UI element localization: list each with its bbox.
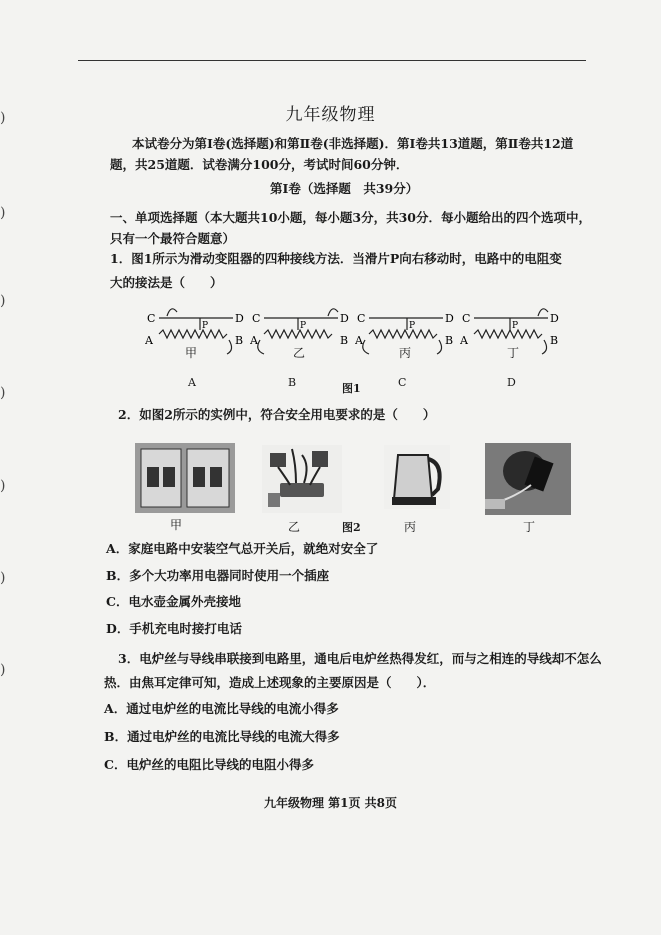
binding-mark: ) xyxy=(0,293,6,309)
photo-label-ding: 丁 xyxy=(523,520,536,534)
page-footer: 九年级物理 第1页 共8页 xyxy=(263,796,398,810)
terminal-label-a: A xyxy=(355,334,363,347)
binding-mark: ) xyxy=(0,478,6,494)
photo-overloaded-socket xyxy=(262,445,342,513)
q2-option-b: B．多个大功率用电器同时使用一个插座 xyxy=(106,568,330,583)
terminal-label-c: C xyxy=(147,312,156,325)
terminal-label-b: B xyxy=(550,334,559,347)
binding-mark: ) xyxy=(0,570,6,586)
intro-line-2: 题，共25道题．试卷满分100分，考试时间60分钟． xyxy=(110,157,409,172)
figure-1-caption: 图1 xyxy=(342,382,361,395)
circuit-option-c: C xyxy=(398,376,407,389)
q3-line-2: 热．由焦耳定律可知，造成上述现象的主要原因是（ ）． xyxy=(104,675,436,690)
terminal-label-b: B xyxy=(340,334,349,347)
section1-line-1: 一、单项选择题（本大题共10小题，每小题3分，共30分．每小题给出的四个选项中， xyxy=(110,210,591,225)
part1-heading: 第Ⅰ卷（选择题 共39分） xyxy=(270,181,419,196)
terminal-label-b: B xyxy=(445,334,454,347)
photo-circuit-breakers xyxy=(135,443,235,513)
circuit-name-bing: 丙 xyxy=(399,346,412,360)
binding-mark: ) xyxy=(0,110,6,126)
terminal-label-d: D xyxy=(550,312,559,325)
circuit-option-b: B xyxy=(288,376,297,389)
q2-option-c: C．电水壶金属外壳接地 xyxy=(106,594,241,609)
terminal-label-d: D xyxy=(340,312,349,325)
binding-mark: ) xyxy=(0,662,6,678)
terminal-label-d: D xyxy=(445,312,454,325)
slider-label-p: P xyxy=(300,321,307,331)
circuit-name-ding: 丁 xyxy=(507,346,520,360)
q3-option-b: B．通过电炉丝的电流比导线的电流大得多 xyxy=(104,729,340,744)
q3-option-c: C．电炉丝的电阻比导线的电阻小得多 xyxy=(104,757,314,772)
q3-option-a: A．通过电炉丝的电流比导线的电流小得多 xyxy=(104,701,339,716)
figure-2-caption: 图2 xyxy=(342,521,361,534)
slider-label-p: P xyxy=(512,321,519,331)
q3-line-1: 3．电炉丝与导线串联接到电路里，通电后电炉丝热得发红，而与之相连的导线却不怎么 xyxy=(118,651,602,666)
photo-electric-kettle xyxy=(384,445,450,509)
binding-mark: ) xyxy=(0,385,6,401)
slider-label-p: P xyxy=(409,321,416,331)
terminal-label-d: D xyxy=(235,312,244,325)
q1-line-1: 1．图1所示为滑动变阻器的四种接线方法．当滑片P向右移动时，电路中的电阻变 xyxy=(110,251,562,266)
photo-label-jia: 甲 xyxy=(170,518,183,532)
exam-title: 九年级物理 xyxy=(285,105,376,125)
q2-option-a: A．家庭电路中安装空气总开关后，就绝对安全了 xyxy=(106,541,379,556)
photo-phone-charging-call xyxy=(485,443,571,515)
circuit-name-yi: 乙 xyxy=(293,346,306,360)
terminal-label-a: A xyxy=(250,334,258,347)
q2-stem: 2．如图2所示的实例中，符合安全用电要求的是（ ） xyxy=(118,407,436,422)
circuit-option-a: A xyxy=(188,376,196,389)
circuit-name-jia: 甲 xyxy=(185,346,198,360)
q2-option-d: D．手机充电时接打电话 xyxy=(106,621,242,636)
terminal-label-c: C xyxy=(252,312,261,325)
circuit-option-d: D xyxy=(507,376,516,389)
section1-line-2: 只有一个最符合题意） xyxy=(110,231,236,246)
terminal-label-c: C xyxy=(357,312,366,325)
terminal-label-a: A xyxy=(145,334,153,347)
terminal-label-a: A xyxy=(460,334,468,347)
terminal-label-b: B xyxy=(235,334,244,347)
slider-label-p: P xyxy=(202,321,209,331)
terminal-label-c: C xyxy=(462,312,471,325)
intro-line-1: 本试卷分为第Ⅰ卷(选择题)和第Ⅱ卷(非选择题)．第Ⅰ卷共13道题，第Ⅱ卷共12道 xyxy=(132,136,574,151)
top-rule xyxy=(78,60,586,61)
photo-label-bing: 丙 xyxy=(404,520,417,534)
photo-label-yi: 乙 xyxy=(288,520,301,534)
q1-line-2: 大的接法是（ ） xyxy=(110,275,223,290)
binding-mark: ) xyxy=(0,205,6,221)
